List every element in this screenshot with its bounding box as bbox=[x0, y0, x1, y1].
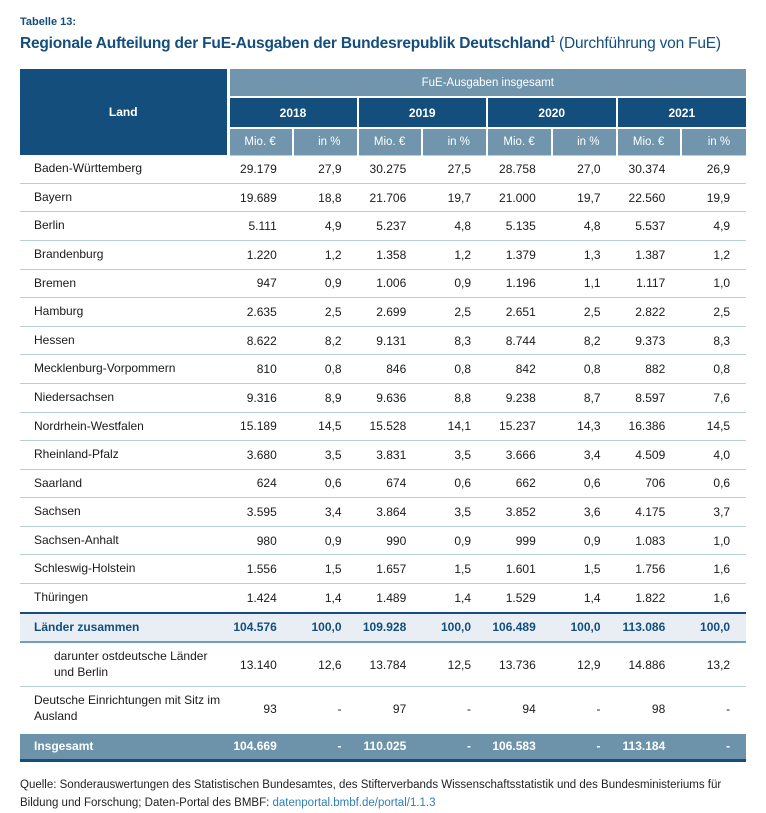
column-header-mio: Mio. € bbox=[617, 128, 682, 155]
cell-value: 1.387 bbox=[617, 240, 682, 269]
cell-value: 19,7 bbox=[552, 183, 617, 212]
cell-value: 13,2 bbox=[681, 642, 746, 687]
row-label: Sachsen bbox=[20, 498, 228, 527]
cell-value: 2.635 bbox=[228, 298, 293, 327]
cell-value: 14,1 bbox=[422, 412, 487, 441]
cell-value: 4,9 bbox=[681, 212, 746, 241]
table-row-subtotal bbox=[20, 613, 746, 643]
cell-value: 30.275 bbox=[358, 155, 423, 183]
row-label: Saarland bbox=[20, 469, 228, 498]
cell-value: 12,5 bbox=[422, 642, 487, 687]
cell-value: 1.379 bbox=[487, 240, 552, 269]
table-row bbox=[20, 212, 746, 241]
cell-value: 2.822 bbox=[617, 298, 682, 327]
cell-value: 1.083 bbox=[617, 526, 682, 555]
cell-value: 15.189 bbox=[228, 412, 293, 441]
cell-value: 5.537 bbox=[617, 212, 682, 241]
table-row-darunter bbox=[20, 642, 746, 687]
cell-value: 980 bbox=[228, 526, 293, 555]
cell-value: 842 bbox=[487, 355, 552, 384]
row-label: Niedersachsen bbox=[20, 383, 228, 412]
cell-value: 3.595 bbox=[228, 498, 293, 527]
table-row bbox=[20, 555, 746, 584]
cell-value: 624 bbox=[228, 469, 293, 498]
cell-value: 846 bbox=[358, 355, 423, 384]
cell-value: 1.358 bbox=[358, 240, 423, 269]
column-header-land: Land bbox=[20, 69, 228, 155]
table-row bbox=[20, 441, 746, 470]
cell-value: 100,0 bbox=[681, 613, 746, 643]
cell-value: 27,5 bbox=[422, 155, 487, 183]
cell-value: 0,9 bbox=[552, 526, 617, 555]
column-header-year-2019: 2019 bbox=[358, 97, 488, 128]
cell-value: 14,5 bbox=[681, 412, 746, 441]
cell-value: - bbox=[293, 732, 358, 761]
table-row bbox=[20, 326, 746, 355]
cell-value: 1,3 bbox=[552, 240, 617, 269]
column-header-year-2020: 2020 bbox=[487, 97, 617, 128]
cell-value: 113.086 bbox=[617, 613, 682, 643]
cell-value: 93 bbox=[228, 687, 293, 732]
cell-value: 8,8 bbox=[422, 383, 487, 412]
cell-value: 109.928 bbox=[358, 613, 423, 643]
cell-value: 21.000 bbox=[487, 183, 552, 212]
cell-value: 2,5 bbox=[422, 298, 487, 327]
cell-value: 3.852 bbox=[487, 498, 552, 527]
table-row-ausland bbox=[20, 687, 746, 732]
cell-value: 22.560 bbox=[617, 183, 682, 212]
cell-value: 5.237 bbox=[358, 212, 423, 241]
cell-value: 4.175 bbox=[617, 498, 682, 527]
cell-value: 29.179 bbox=[228, 155, 293, 183]
cell-value: 106.489 bbox=[487, 613, 552, 643]
cell-value: 0,8 bbox=[552, 355, 617, 384]
row-label: Hamburg bbox=[20, 298, 228, 327]
cell-value: 94 bbox=[487, 687, 552, 732]
cell-value: 1.117 bbox=[617, 269, 682, 298]
cell-value: 16.386 bbox=[617, 412, 682, 441]
row-label: Baden-Württemberg bbox=[20, 155, 228, 183]
row-label: Hessen bbox=[20, 326, 228, 355]
cell-value: 1.220 bbox=[228, 240, 293, 269]
column-header-pct: in % bbox=[552, 128, 617, 155]
cell-value: 0,8 bbox=[422, 355, 487, 384]
column-header-mio: Mio. € bbox=[358, 128, 423, 155]
cell-value: - bbox=[681, 687, 746, 732]
cell-value: - bbox=[293, 687, 358, 732]
column-header-year-2021: 2021 bbox=[617, 97, 747, 128]
cell-value: 15.237 bbox=[487, 412, 552, 441]
cell-value: 30.374 bbox=[617, 155, 682, 183]
cell-value: 9.316 bbox=[228, 383, 293, 412]
cell-value: 1,5 bbox=[422, 555, 487, 584]
cell-value: 8,2 bbox=[293, 326, 358, 355]
table-row bbox=[20, 355, 746, 384]
table-row bbox=[20, 240, 746, 269]
row-label: Deutsche Einrichtungen mit Sitz im Ausland bbox=[20, 687, 228, 732]
cell-value: 810 bbox=[228, 355, 293, 384]
row-label: Berlin bbox=[20, 212, 228, 241]
datenportal-link[interactable]: datenportal.bmbf.de/portal/1.1.3 bbox=[272, 797, 436, 810]
cell-value: 3,5 bbox=[422, 441, 487, 470]
cell-value: - bbox=[422, 687, 487, 732]
row-label: Brandenburg bbox=[20, 240, 228, 269]
cell-value: 21.706 bbox=[358, 183, 423, 212]
row-label: Nordrhein-Westfalen bbox=[20, 412, 228, 441]
cell-value: 990 bbox=[358, 526, 423, 555]
cell-value: 5.111 bbox=[228, 212, 293, 241]
table-row bbox=[20, 383, 746, 412]
cell-value: 0,6 bbox=[293, 469, 358, 498]
cell-value: 0,9 bbox=[422, 269, 487, 298]
cell-value: 19.689 bbox=[228, 183, 293, 212]
table-row bbox=[20, 584, 746, 613]
cell-value: 19,9 bbox=[681, 183, 746, 212]
column-header-pct: in % bbox=[422, 128, 487, 155]
cell-value: 104.669 bbox=[228, 732, 293, 761]
cell-value: 2,5 bbox=[552, 298, 617, 327]
cell-value: 0,8 bbox=[293, 355, 358, 384]
title-main-text: Regionale Aufteilung der FuE-Ausgaben der Bundesrepublik Deutschland bbox=[20, 35, 551, 53]
row-label: Bremen bbox=[20, 269, 228, 298]
table-row bbox=[20, 469, 746, 498]
cell-value: 1.489 bbox=[358, 584, 423, 613]
cell-value: 12,6 bbox=[293, 642, 358, 687]
cell-value: 0,6 bbox=[552, 469, 617, 498]
row-label: Mecklenburg-Vorpommern bbox=[20, 355, 228, 384]
cell-value: 1,4 bbox=[422, 584, 487, 613]
cell-value: 12,9 bbox=[552, 642, 617, 687]
cell-value: - bbox=[552, 687, 617, 732]
cell-value: 8.597 bbox=[617, 383, 682, 412]
table-header bbox=[20, 69, 746, 155]
cell-value: 1,5 bbox=[293, 555, 358, 584]
table-row bbox=[20, 298, 746, 327]
table-row bbox=[20, 412, 746, 441]
cell-value: 8,9 bbox=[293, 383, 358, 412]
cell-value: 3,4 bbox=[552, 441, 617, 470]
column-header-pct: in % bbox=[293, 128, 358, 155]
cell-value: 19,7 bbox=[422, 183, 487, 212]
cell-value: 14.886 bbox=[617, 642, 682, 687]
cell-value: 1,6 bbox=[681, 555, 746, 584]
cell-value: 1.424 bbox=[228, 584, 293, 613]
source-note bbox=[20, 777, 746, 813]
cell-value: 4,8 bbox=[552, 212, 617, 241]
cell-value: 1.822 bbox=[617, 584, 682, 613]
cell-value: 3,6 bbox=[552, 498, 617, 527]
cell-value: 3,5 bbox=[293, 441, 358, 470]
table-row bbox=[20, 498, 746, 527]
cell-value: 1.657 bbox=[358, 555, 423, 584]
fue-expenditure-table bbox=[20, 69, 746, 762]
cell-value: 4.509 bbox=[617, 441, 682, 470]
cell-value: 3.864 bbox=[358, 498, 423, 527]
cell-value: 27,9 bbox=[293, 155, 358, 183]
cell-value: 1.196 bbox=[487, 269, 552, 298]
cell-value: 106.583 bbox=[487, 732, 552, 761]
cell-value: 1,0 bbox=[681, 526, 746, 555]
cell-value: 104.576 bbox=[228, 613, 293, 643]
cell-value: 8,3 bbox=[681, 326, 746, 355]
cell-value: 3.666 bbox=[487, 441, 552, 470]
cell-value: 28.758 bbox=[487, 155, 552, 183]
cell-value: 7,6 bbox=[681, 383, 746, 412]
cell-value: 9.636 bbox=[358, 383, 423, 412]
cell-value: 0,9 bbox=[293, 526, 358, 555]
cell-value: 9.373 bbox=[617, 326, 682, 355]
table-number-label: Tabelle 13: bbox=[20, 16, 77, 28]
cell-value: 15.528 bbox=[358, 412, 423, 441]
cell-value: 26,9 bbox=[681, 155, 746, 183]
table-row bbox=[20, 155, 746, 183]
cell-value: 98 bbox=[617, 687, 682, 732]
cell-value: 3,4 bbox=[293, 498, 358, 527]
cell-value: 0,6 bbox=[422, 469, 487, 498]
cell-value: 13.784 bbox=[358, 642, 423, 687]
cell-value: 5.135 bbox=[487, 212, 552, 241]
cell-value: - bbox=[681, 732, 746, 761]
row-label: Schleswig-Holstein bbox=[20, 555, 228, 584]
page-title bbox=[20, 34, 746, 53]
cell-value: 8,3 bbox=[422, 326, 487, 355]
cell-value: 674 bbox=[358, 469, 423, 498]
cell-value: 947 bbox=[228, 269, 293, 298]
cell-value: 14,3 bbox=[552, 412, 617, 441]
cell-value: 8,7 bbox=[552, 383, 617, 412]
cell-value: 8.622 bbox=[228, 326, 293, 355]
title-footnote-marker: 1 bbox=[550, 34, 555, 44]
cell-value: 3.831 bbox=[358, 441, 423, 470]
cell-value: 1,5 bbox=[552, 555, 617, 584]
column-header-year-2018: 2018 bbox=[228, 97, 358, 128]
cell-value: 8,2 bbox=[552, 326, 617, 355]
cell-value: 4,9 bbox=[293, 212, 358, 241]
cell-value: 1.529 bbox=[487, 584, 552, 613]
row-label: Länder zusammen bbox=[20, 613, 228, 643]
cell-value: 100,0 bbox=[422, 613, 487, 643]
cell-value: 1,2 bbox=[293, 240, 358, 269]
cell-value: 3,5 bbox=[422, 498, 487, 527]
row-label: Thüringen bbox=[20, 584, 228, 613]
cell-value: 4,8 bbox=[422, 212, 487, 241]
cell-value: 662 bbox=[487, 469, 552, 498]
cell-value: - bbox=[552, 732, 617, 761]
column-header-mio: Mio. € bbox=[487, 128, 552, 155]
cell-value: 110.025 bbox=[358, 732, 423, 761]
cell-value: 1.756 bbox=[617, 555, 682, 584]
row-label: Rheinland-Pfalz bbox=[20, 441, 228, 470]
cell-value: 18,8 bbox=[293, 183, 358, 212]
row-label: Bayern bbox=[20, 183, 228, 212]
cell-value: 1,2 bbox=[681, 240, 746, 269]
cell-value: 0,9 bbox=[293, 269, 358, 298]
cell-value: 2,5 bbox=[293, 298, 358, 327]
cell-value: 0,8 bbox=[681, 355, 746, 384]
row-label: Sachsen-Anhalt bbox=[20, 526, 228, 555]
cell-value: 1,4 bbox=[293, 584, 358, 613]
cell-value: 8.744 bbox=[487, 326, 552, 355]
cell-value: 27,0 bbox=[552, 155, 617, 183]
row-label: darunter ostdeutsche Länder und Berlin bbox=[20, 642, 228, 687]
column-header-mio: Mio. € bbox=[228, 128, 293, 155]
cell-value: 9.131 bbox=[358, 326, 423, 355]
cell-value: 100,0 bbox=[552, 613, 617, 643]
cell-value: 113.184 bbox=[617, 732, 682, 761]
row-label: Insgesamt bbox=[20, 732, 228, 761]
cell-value: 97 bbox=[358, 687, 423, 732]
table-row-total bbox=[20, 732, 746, 761]
title-suffix-text: (Durchführung von FuE) bbox=[554, 35, 721, 53]
cell-value: 3.680 bbox=[228, 441, 293, 470]
column-header-pct: in % bbox=[681, 128, 746, 155]
cell-value: 13.736 bbox=[487, 642, 552, 687]
table-row bbox=[20, 269, 746, 298]
table-row bbox=[20, 526, 746, 555]
cell-value: 0,9 bbox=[422, 526, 487, 555]
cell-value: 2.651 bbox=[487, 298, 552, 327]
cell-value: 2,5 bbox=[681, 298, 746, 327]
cell-value: 14,5 bbox=[293, 412, 358, 441]
cell-value: 882 bbox=[617, 355, 682, 384]
cell-value: 1,6 bbox=[681, 584, 746, 613]
cell-value: 0,6 bbox=[681, 469, 746, 498]
cell-value: 1,2 bbox=[422, 240, 487, 269]
table-body bbox=[20, 155, 746, 761]
cell-value: 13.140 bbox=[228, 642, 293, 687]
cell-value: 706 bbox=[617, 469, 682, 498]
source-text: Quelle: Sonderauswertungen des Statistischen Bundesamtes, des Stifterverbands Wissenschaftsstatistik und des Bundesministeriums für Bildung und Forschung; Daten-Portal des BMBF: bbox=[20, 779, 722, 810]
cell-value: 1.601 bbox=[487, 555, 552, 584]
cell-value: 2.699 bbox=[358, 298, 423, 327]
cell-value: 999 bbox=[487, 526, 552, 555]
table-row bbox=[20, 183, 746, 212]
cell-value: 4,0 bbox=[681, 441, 746, 470]
cell-value: 100,0 bbox=[293, 613, 358, 643]
column-group-header: FuE-Ausgaben insgesamt bbox=[228, 69, 746, 97]
cell-value: - bbox=[422, 732, 487, 761]
cell-value: 1,1 bbox=[552, 269, 617, 298]
cell-value: 1.006 bbox=[358, 269, 423, 298]
cell-value: 9.238 bbox=[487, 383, 552, 412]
cell-value: 1,4 bbox=[552, 584, 617, 613]
cell-value: 3,7 bbox=[681, 498, 746, 527]
cell-value: 1.556 bbox=[228, 555, 293, 584]
cell-value: 1,0 bbox=[681, 269, 746, 298]
